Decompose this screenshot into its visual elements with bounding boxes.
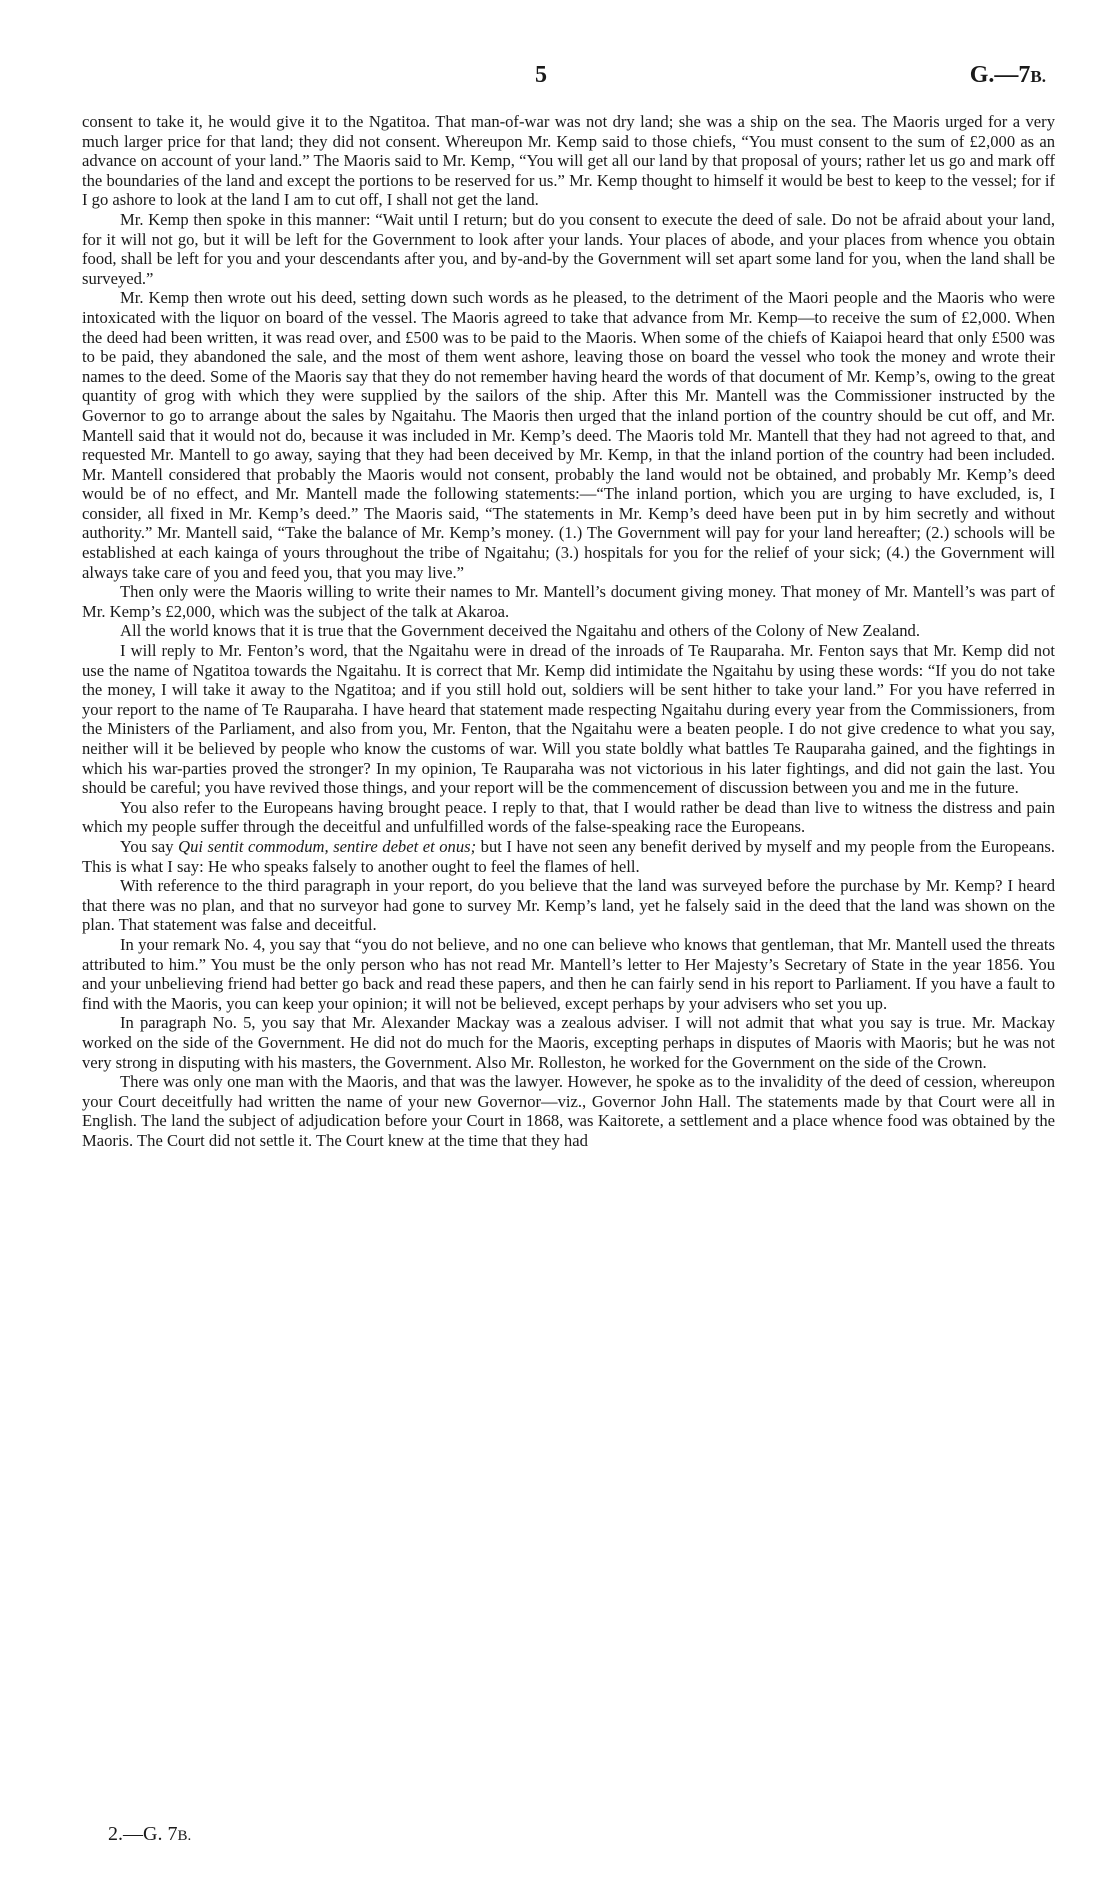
- signature-prefix: 2.—G. 7: [108, 1823, 178, 1845]
- paragraph: Then only were the Maoris willing to write their names to Mr. Mantell’s document giving money. That money of Mr. Mantell’s was part of Mr. Kemp’s £2,000, which was the subject of the talk at Akaroa.: [82, 582, 1055, 621]
- document-reference: [970, 62, 1046, 89]
- doc-ref-suffix: B.: [1030, 67, 1046, 86]
- latin-prefix: You say: [120, 836, 179, 856]
- latin-suffix: but I have not seen any benefit derived by myself and my people from the Europeans. This is what I say: He who speaks falsely to another ought to feel the flames of hell.: [82, 836, 1055, 876]
- page-number: 5: [535, 62, 547, 88]
- paragraph: All the world knows that it is true that the Government deceived the Ngaitahu and others of the Colony of New Zealand.: [120, 621, 920, 641]
- latin-quote-paragraph: [82, 837, 1055, 876]
- paragraph: In your remark No. 4, you say that “you do not believe, and no one can believe who knows that gentleman, that Mr. Mantell used the threats attributed to him.” You must be the only person who has not read Mr. Mantell’s letter to Her Majesty’s Secretary of State in the year 1856. You and your unbelieving friend had better go back and read these papers, and then he can fairly send in his report to Parliament. If you have a fault to find with the Maoris, you can keep your opinion; it will not be believed, except perhaps by your advisers who set you up.: [82, 934, 1055, 1013]
- paragraph: With reference to the third paragraph in your report, do you believe that the land was surveyed before the purchase by Mr. Kemp? I heard that there was no plan, and that no surveyor had gone to survey Mr. Kemp’s land, yet he falsely said in the deed that the land was shown on the plan. That statement was false and deceitful.: [82, 876, 1055, 935]
- footer-signature: [108, 1823, 191, 1846]
- paragraph: Mr. Kemp then spoke in this manner: “Wait until I return; but do you consent to execute the deed of sale. Do not be afraid about your land, for it will not go, but it will be left for the Government to look after your lands. Your places of abode, and your places from whence you obtain food, shall be left for you and your descendants after you, and by-and-by the Government will set apart some land for you, when the land shall be surveyed.”: [82, 209, 1055, 288]
- paragraph: I will reply to Mr. Fenton’s word, that the Ngaitahu were in dread of the inroads of Te Rauparaha. Mr. Fenton says that Mr. Kemp did not use the name of Ngatitoa towards the Ngaitahu. It is correct that Mr. Kemp did intimidate the Ngaitahu by using these words: “If you do not take the money, I will take it away to the Ngatitoa; and if you still hold out, soldiers will be sent hither to take your land.” For you have referred in your report to the name of Te Rauparaha. I have heard that statement made respecting Ngaitahu during every year from the Commissioners, from the Ministers of the Parliament, and also from you, Mr. Fenton, that the Ngaitahu were a beaten people. I do not give credence to what you say, neither will it be believed by people who know the customs of war. Will you state boldly what battles Te Rauparaha gained, and the fightings in which his war-parties proved the stronger? In my opinion, Te Rauparaha was not victorious in his later fightings, and did not gain the last. You should be careful; you have revived those things, and your report will be the commencement of discussion between you and me in the future.: [82, 641, 1055, 798]
- document-body: [82, 112, 1055, 1150]
- paragraph: Mr. Kemp then wrote out his deed, setting down such words as he pleased, to the detriment of the Maori people and the Maoris who were intoxicated with the liquor on board of the vessel. The Maoris agreed to take that advance from Mr. Kemp—to receive the sum of £2,000. When the deed had been written, it was read over, and £500 was to be paid to the Maoris. When some of the chiefs of Kaiapoi heard that only £500 was to be paid, they abandoned the sale, and the most of them went ashore, leaving those on board the vessel who took the money and wrote their names to the deed. Some of the Maoris say that they do not remember having heard the words of that document of Mr. Kemp’s, owing to the great quantity of grog with which they were supplied by the sailors of the ship. After this Mr. Mantell was the Commissioner instructed by the Governor to go to arrange about the sales by Ngaitahu. The Maoris then urged that the inland portion of the country should be cut off, and Mr. Mantell said that it would not do, because it was included in Mr. Kemp’s deed. The Maoris told Mr. Mantell that they had not agreed to that, and requested Mr. Mantell to go away, saying that they had been deceived by Mr. Kemp, in that the inland portion of the country had been included. Mr. Mantell considered that probably the Maoris would not consent, probably the land would not be obtained, and probably Mr. Kemp’s deed would be of no effect, and Mr. Mantell made the following statements:—“The inland portion, which you are urging to have excluded, is, I consider, all fixed in Mr. Kemp’s deed.” The Maoris said, “The statements in Mr. Kemp’s deed have been put in by him secretly and without authority.” Mr. Mantell said, “Take the balance of Mr. Kemp’s money. (1.) The Government will pay for your land hereafter; (2.) schools will be established at each kainga of yours throughout the tribe of Ngaitahu; (3.) hospitals for you for the relief of your sick; (4.) the Government will always take care of you and feed you, that you may live.”: [82, 288, 1055, 582]
- paragraph: You also refer to the Europeans having brought peace. I reply to that, that I would rather be dead than live to witness the distress and pain which my people suffer through the deceitful and unfulfilled words of the false-speaking race the Europeans.: [82, 797, 1055, 837]
- latin-phrase: Qui sentit commodum, sentire debet et onus;: [178, 836, 477, 856]
- paragraph: consent to take it, he would give it to the Ngatitoa. That man-of-war was not dry land; she was a ship on the sea. The Maoris urged for a very much larger price for that land; they did not consent. Whereupon Mr. Kemp said to those chiefs, “You must consent to the sum of £2,000 as an advance on account of your land.” The Maoris said to Mr. Kemp, “You will get all our land by that proposal of yours; rather let us go and mark off the boundaries of the land and except the portions to be reserved for us.” Mr. Kemp thought to himself it would be best to keep to the vessel; for if I go ashore to look at the land I am to cut off, I shall not get the land.: [82, 112, 1055, 210]
- signature-suffix: B.: [177, 1828, 192, 1844]
- doc-ref-prefix: G.—7: [969, 62, 1031, 88]
- paragraph: In paragraph No. 5, you say that Mr. Alexander Mackay was a zealous adviser. I will not admit that what you say is true. Mr. Mackay worked on the side of the Government. He did not do much for the Maoris, excepting perhaps in disputes of Maoris with Maoris; but he was not very strong in disputing with his masters, the Government. Also Mr. Rolleston, he worked for the Government on the side of the Crown.: [82, 1013, 1055, 1072]
- paragraph: There was only one man with the Maoris, and that was the lawyer. However, he spoke as to the invalidity of the deed of cession, whereupon your Court deceitfully had written the name of your new Governor—viz., Governor John Hall. The statements made by that Court were all in English. The land the subject of adjudication before your Court in 1868, was Kaitorete, a settlement and a place whence food was obtained by the Maoris. The Court did not settle it. The Court knew at the time that they had: [82, 1072, 1055, 1150]
